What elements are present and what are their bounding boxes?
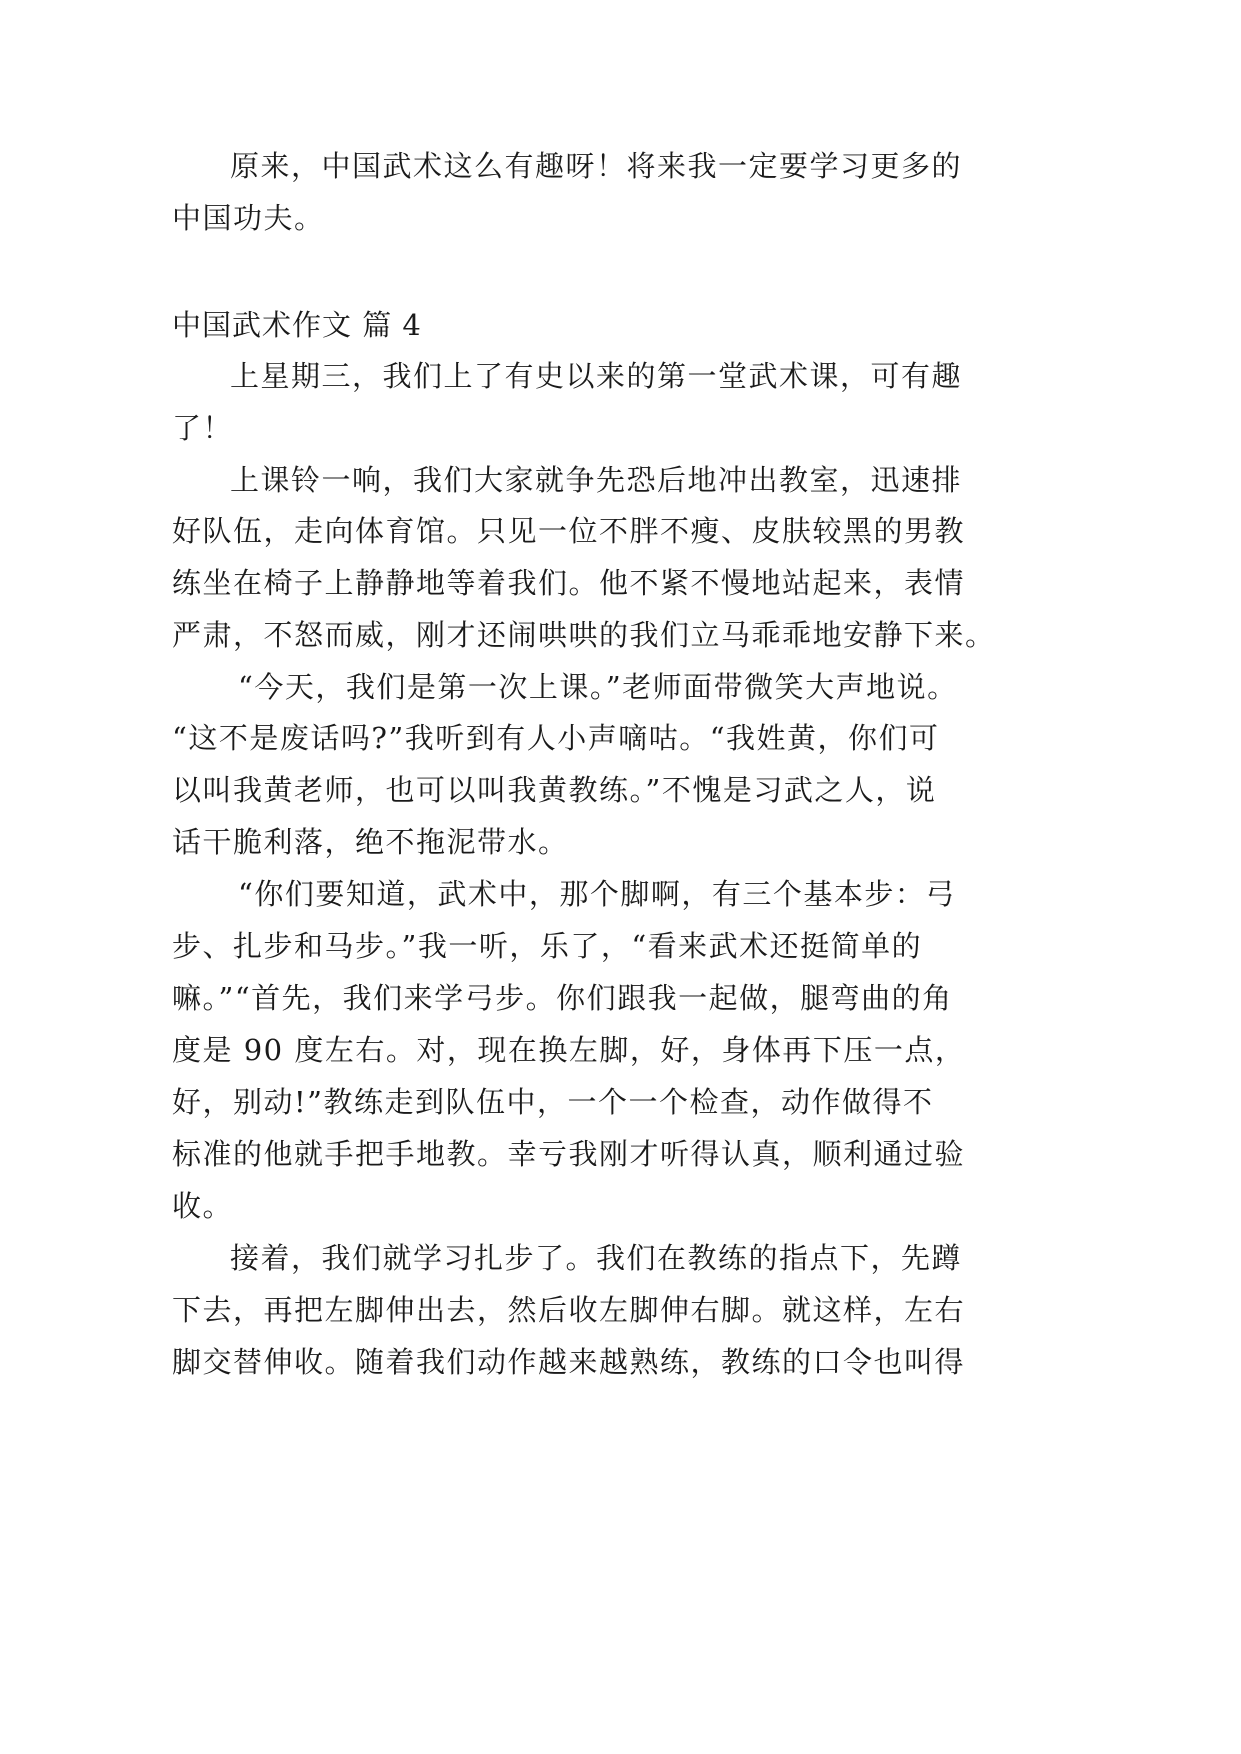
section-heading: 中国武术作文 篇 4 (172, 308, 422, 342)
text-line: 好队伍，走向体育馆。只见一位不胖不瘦、皮肤较黑的男教 (172, 514, 966, 548)
text-line: 话干脆利落，绝不拖泥带水。 (172, 825, 569, 859)
text-line: 练坐在椅子上静静地等着我们。他不紧不慢地站起来，表情 (172, 566, 966, 600)
text-line: 上课铃一响，我们大家就争先恐后地冲出教室，迅速排 (230, 463, 963, 497)
text-line: “你们要知道，武术中，那个脚啊，有三个基本步：弓 (238, 877, 956, 911)
text-line: “这不是废话吗?”我听到有人小声嘀咕。“我姓黄，你们可 (172, 721, 940, 755)
text-line: 脚交替伸收。随着我们动作越来越熟练，教练的口令也叫得 (172, 1345, 966, 1379)
text-line: 原来，中国武术这么有趣呀！将来我一定要学习更多的 (230, 149, 963, 183)
text-line: 了！ (172, 411, 234, 445)
text-line: “今天，我们是第一次上课。”老师面带微笑大声地说。 (238, 670, 958, 704)
text-line: 度是 90 度左右。对，现在换左脚，好，身体再下压一点， (172, 1033, 966, 1067)
text-line: 好，别动!”教练走到队伍中，一个一个检查，动作做得不 (172, 1085, 934, 1119)
text-line: 中国功夫。 (172, 201, 325, 235)
text-line: 标准的他就手把手地教。幸亏我刚才听得认真，顺利通过验 (172, 1137, 966, 1171)
text-line: 接着，我们就学习扎步了。我们在教练的指点下，先蹲 (230, 1241, 963, 1275)
text-line: 嘛。”“首先，我们来学弓步。你们跟我一起做，腿弯曲的角 (172, 981, 953, 1015)
text-line: 收。 (172, 1189, 234, 1223)
text-line: 严肃，不怒而威，刚才还闹哄哄的我们立马乖乖地安静下来。 (172, 618, 996, 652)
text-line: 以叫我黄老师，也可以叫我黄教练。”不愧是习武之人，说 (172, 773, 937, 807)
text-line: 步、扎步和马步。”我一听，乐了，“看来武术还挺简单的 (172, 929, 923, 963)
text-line: 下去，再把左脚伸出去，然后收左脚伸右脚。就这样，左右 (172, 1293, 966, 1327)
text-line: 上星期三，我们上了有史以来的第一堂武术课，可有趣 (230, 359, 963, 393)
